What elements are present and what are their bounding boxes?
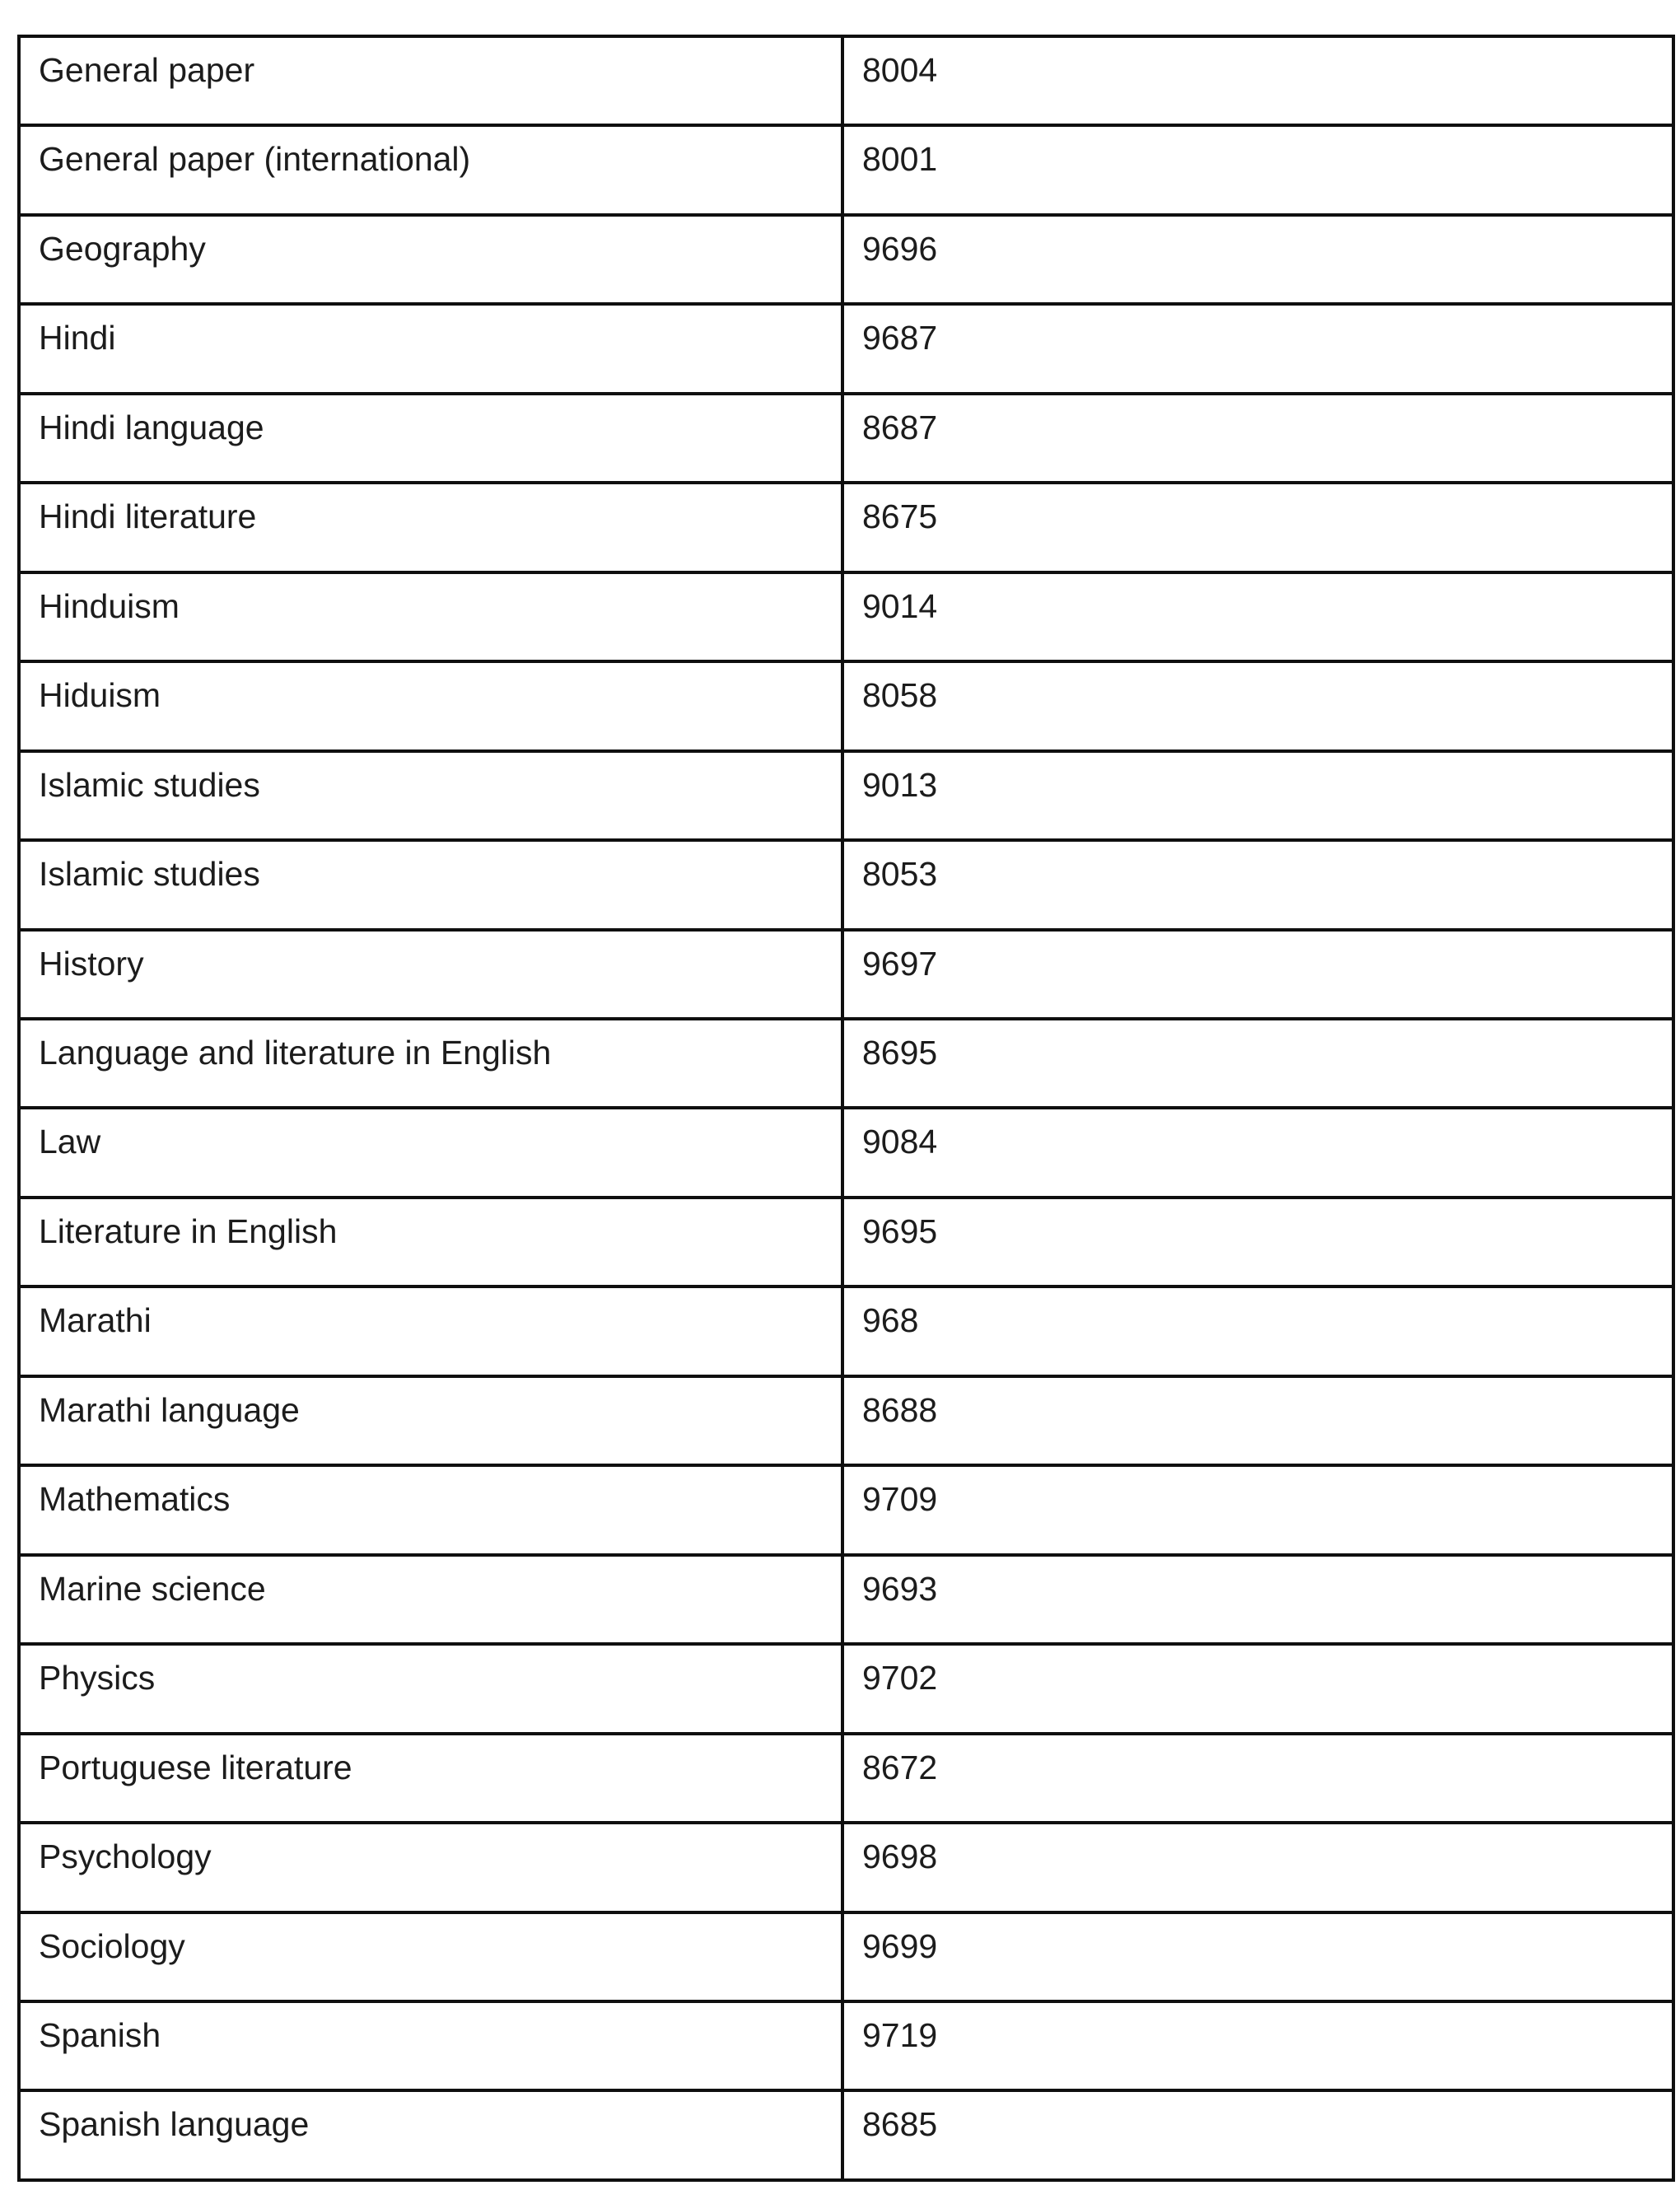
- code-cell: 9013: [842, 751, 1673, 840]
- table-row: [19, 1198, 1673, 1286]
- table-row: [19, 215, 1673, 304]
- code-cell: 968: [842, 1286, 1673, 1375]
- table-row: [19, 36, 1673, 125]
- subject-cell: Geography: [19, 215, 842, 304]
- table-row: [19, 1823, 1673, 1912]
- subject-cell: Hindi language: [19, 394, 842, 483]
- subject-cell: History: [19, 930, 842, 1019]
- code-cell: 9719: [842, 2001, 1673, 2090]
- table-row: [19, 2001, 1673, 2090]
- subject-cell: Sociology: [19, 1912, 842, 2001]
- table-row: [19, 751, 1673, 840]
- subject-cell: Physics: [19, 1644, 842, 1733]
- subject-cell: Law: [19, 1108, 842, 1197]
- table-row: [19, 1019, 1673, 1108]
- table-row: [19, 1912, 1673, 2001]
- subject-cell: Hiduism: [19, 661, 842, 750]
- table-body: [19, 36, 1673, 2180]
- table-row: [19, 394, 1673, 483]
- code-cell: 8688: [842, 1376, 1673, 1465]
- subject-cell: Islamic studies: [19, 751, 842, 840]
- table-row: [19, 572, 1673, 661]
- code-cell: 9699: [842, 1912, 1673, 2001]
- code-cell: 8058: [842, 661, 1673, 750]
- table-row: [19, 930, 1673, 1019]
- subject-cell: Marine science: [19, 1555, 842, 1644]
- subject-cell: Portuguese literature: [19, 1734, 842, 1823]
- code-cell: 9709: [842, 1465, 1673, 1554]
- code-cell: 8695: [842, 1019, 1673, 1108]
- subject-cell: Spanish language: [19, 2090, 842, 2180]
- code-cell: 8685: [842, 2090, 1673, 2180]
- code-cell: 9698: [842, 1823, 1673, 1912]
- table-row: [19, 1734, 1673, 1823]
- code-cell: 9696: [842, 215, 1673, 304]
- code-cell: 9695: [842, 1198, 1673, 1286]
- subject-cell: Marathi language: [19, 1376, 842, 1465]
- table-row: [19, 1286, 1673, 1375]
- code-cell: 9693: [842, 1555, 1673, 1644]
- subject-cell: Language and literature in English: [19, 1019, 842, 1108]
- table-row: [19, 840, 1673, 929]
- table-row: [19, 2090, 1673, 2180]
- subject-cell: Marathi: [19, 1286, 842, 1375]
- code-cell: 9687: [842, 304, 1673, 393]
- subject-cell: Hindi literature: [19, 483, 842, 572]
- table-row: [19, 1465, 1673, 1554]
- subject-cell: Literature in English: [19, 1198, 842, 1286]
- table-row: [19, 1108, 1673, 1197]
- code-cell: 9084: [842, 1108, 1673, 1197]
- table-row: [19, 483, 1673, 572]
- subject-cell: Spanish: [19, 2001, 842, 2090]
- subject-cell: General paper: [19, 36, 842, 125]
- code-cell: 9702: [842, 1644, 1673, 1733]
- code-cell: 9697: [842, 930, 1673, 1019]
- code-cell: 9014: [842, 572, 1673, 661]
- subject-code-table: [17, 35, 1675, 2182]
- code-cell: 8001: [842, 125, 1673, 214]
- subject-cell: Psychology: [19, 1823, 842, 1912]
- table-row: [19, 125, 1673, 214]
- table-row: [19, 1555, 1673, 1644]
- table-row: [19, 304, 1673, 393]
- subject-cell: Hinduism: [19, 572, 842, 661]
- subject-cell: Mathematics: [19, 1465, 842, 1554]
- table-row: [19, 1644, 1673, 1733]
- subject-cell: General paper (international): [19, 125, 842, 214]
- code-cell: 8004: [842, 36, 1673, 125]
- code-cell: 8687: [842, 394, 1673, 483]
- table-row: [19, 661, 1673, 750]
- code-cell: 8053: [842, 840, 1673, 929]
- code-cell: 8672: [842, 1734, 1673, 1823]
- code-cell: 8675: [842, 483, 1673, 572]
- subject-cell: Islamic studies: [19, 840, 842, 929]
- subject-cell: Hindi: [19, 304, 842, 393]
- table-row: [19, 1376, 1673, 1465]
